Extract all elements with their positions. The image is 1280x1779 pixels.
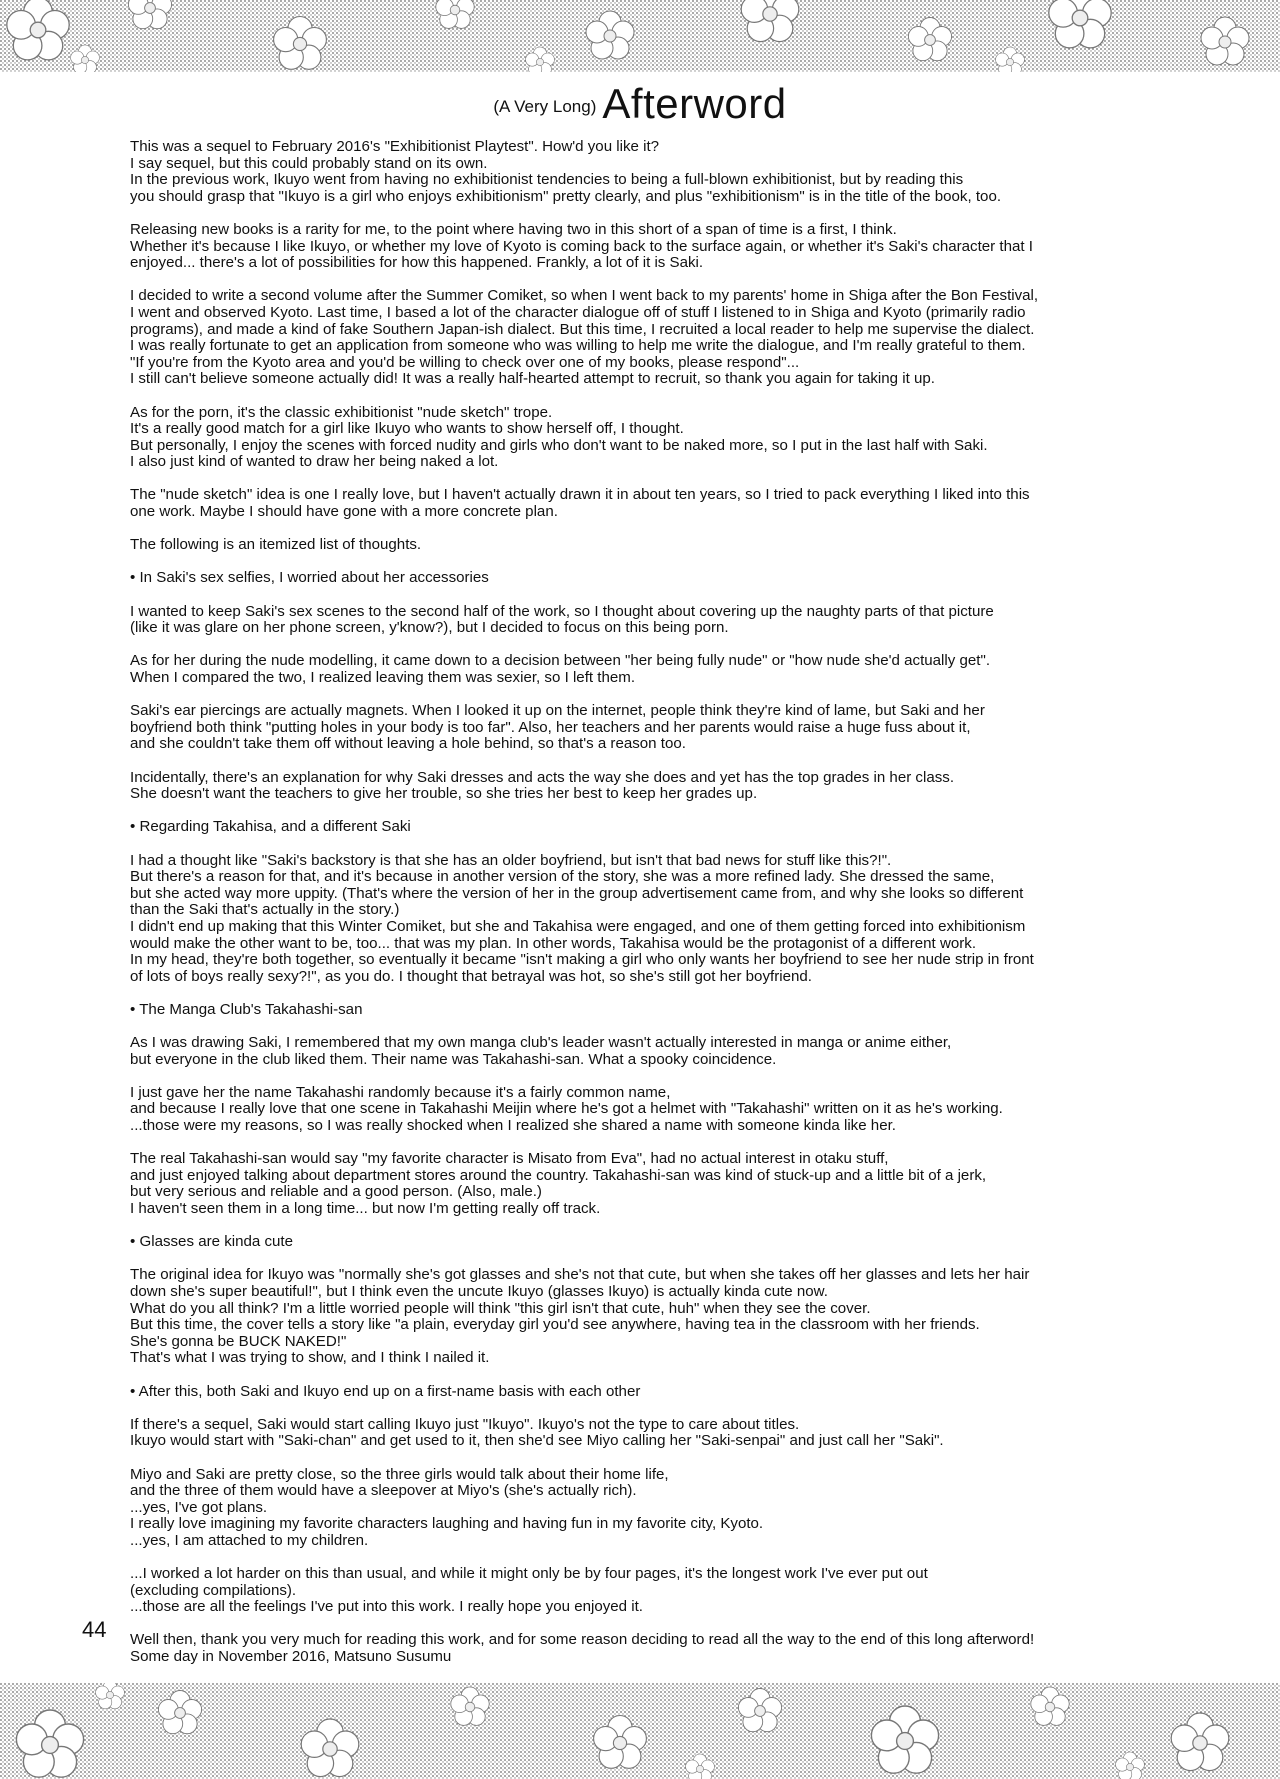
text-line: I was really fortunate to get an application from someone who was willing to help me write the dialogue, and I'm really grateful to them. bbox=[130, 337, 1026, 355]
text-line: She doesn't want the teachers to give her trouble, so she tries her best to keep her grades up. bbox=[130, 785, 758, 803]
text-line: I really love imagining my favorite characters laughing and having fun in my favorite city, Kyoto. bbox=[130, 1515, 764, 1533]
text-line: The following is an itemized list of thoughts. bbox=[130, 536, 422, 554]
text-line: (excluding compilations). bbox=[130, 1581, 297, 1599]
text-line: I didn't end up making that this Winter Comiket, but she and Takahisa were engaged, and one of them getting forced into exhibitionism bbox=[130, 917, 1026, 935]
text-line: • In Saki's sex selfies, I worried about her accessories bbox=[130, 569, 489, 587]
paragraph bbox=[130, 139, 1210, 205]
paragraph bbox=[130, 1234, 1210, 1251]
text-line: What do you all think? I'm a little worried people will think "this girl isn't that cute, huh" when they see the cover. bbox=[130, 1299, 871, 1317]
paragraph bbox=[130, 853, 1210, 986]
text-line: than the Saki that's actually in the story.) bbox=[130, 901, 400, 919]
text-line: In the previous work, Ikuyo went from having no exhibitionist tendencies to being a full-blown exhibitionist, but by reading this bbox=[130, 171, 964, 189]
text-line: and she couldn't take them off without leaving a hole behind, so that's a reason too. bbox=[130, 735, 686, 753]
text-line: I say sequel, but this could probably stand on its own. bbox=[130, 154, 488, 172]
text-line: The original idea for Ikuyo was "normally she's got glasses and she's not that cute, but when she takes off her glasses and lets her hair bbox=[130, 1266, 1030, 1284]
text-line: • Glasses are kinda cute bbox=[130, 1233, 294, 1251]
text-line: Incidentally, there's an explanation for why Saki dresses and acts the way she does and yet has the top grades in her class. bbox=[130, 768, 955, 786]
text-line: As I was drawing Saki, I remembered that my own manga club's leader wasn't actually interested in manga or anime either, bbox=[130, 1034, 952, 1052]
text-line: Ikuyo would start with "Saki-chan" and get used to it, then she'd see Miyo calling her "Saki-senpai" and just call her "Saki". bbox=[130, 1432, 944, 1450]
title-main: Afterword bbox=[602, 80, 787, 127]
paragraph bbox=[130, 604, 1210, 637]
text-line: ...those are all the feelings I've put into this work. I really hope you enjoyed it. bbox=[130, 1598, 644, 1616]
text-line: I haven't seen them in a long time... but now I'm getting really off track. bbox=[130, 1200, 601, 1217]
text-line: I also just kind of wanted to draw her being naked a lot. bbox=[130, 453, 499, 471]
floral-border-top bbox=[0, 0, 1280, 72]
paragraph bbox=[130, 770, 1210, 803]
paragraph bbox=[130, 1467, 1210, 1550]
text-line: but very serious and reliable and a good person. (Also, male.) bbox=[130, 1183, 542, 1201]
text-line: That's what I was trying to show, and I think I nailed it. bbox=[130, 1349, 490, 1367]
floral-border-bottom bbox=[0, 1683, 1280, 1779]
paragraph bbox=[130, 819, 1210, 836]
text-line: but everyone in the club liked them. Their name was Takahashi-san. What a spooky coincidence. bbox=[130, 1050, 777, 1068]
text-line: Some day in November 2016, Matsuno Susumu bbox=[130, 1648, 452, 1666]
text-line: I just gave her the name Takahashi randomly because it's a fairly common name, bbox=[130, 1083, 671, 1101]
text-line: I still can't believe someone actually did! It was a really half-hearted attempt to recruit, so thank you again for taking it up. bbox=[130, 370, 935, 388]
flower-pattern-icon bbox=[0, 0, 1280, 72]
paragraph bbox=[130, 537, 1210, 554]
text-line: But there's a reason for that, and it's because in another version of the story, she was a more refined lady. She dressed the same, bbox=[130, 868, 995, 886]
text-line: I decided to write a second volume after the Summer Comiket, so when I went back to my parents' home in Shiga after the Bon Festival, bbox=[130, 287, 1039, 305]
text-line: But this time, the cover tells a story like "a plain, everyday girl you'd see anywhere, having tea in the classroom with her friends. bbox=[130, 1316, 980, 1334]
text-line: Releasing new books is a rarity for me, to the point where having two in this short of a span of time is a first, I think. bbox=[130, 220, 897, 238]
paragraph bbox=[130, 1085, 1210, 1135]
text-line: It's a really good match for a girl like Ikuyo who wants to show herself off, I thought. bbox=[130, 420, 684, 438]
text-line: She's gonna be BUCK NAKED!" bbox=[130, 1332, 347, 1350]
text-line: and because I really love that one scene in Takahashi Meijin where he's got a helmet with "Takahashi" written on it as he's working. bbox=[130, 1100, 1003, 1118]
text-line: As for the porn, it's the classic exhibitionist "nude sketch" trope. bbox=[130, 403, 553, 421]
page-number: 44 bbox=[82, 1617, 107, 1642]
text-line: you should grasp that "Ikuyo is a girl who enjoys exhibitionism" pretty clearly, and plus "exhibitionism" is in the title of the book, too. bbox=[130, 187, 1002, 205]
text-line: I wanted to keep Saki's sex scenes to the second half of the work, so I thought about covering up the naughty parts of that picture bbox=[130, 602, 994, 620]
afterword-body bbox=[130, 139, 1210, 1682]
text-line: I had a thought like "Saki's backstory is that she has an older boyfriend, but isn't that bad news for stuff like this?!". bbox=[130, 851, 892, 869]
text-line: enjoyed... there's a lot of possibilities for how this happened. Frankly, a lot of it is Saki. bbox=[130, 254, 704, 272]
paragraph bbox=[130, 1035, 1210, 1068]
text-line: Saki's ear piercings are actually magnets. When I looked it up on the internet, people think they're kind of lame, but Saki and her bbox=[130, 702, 985, 720]
text-line: The "nude sketch" idea is one I really love, but I haven't actually drawn it in about ten years, so I tried to pack everything I liked into this bbox=[130, 486, 1030, 504]
paragraph bbox=[130, 1267, 1210, 1367]
text-line: one work. Maybe I should have gone with a more concrete plan. bbox=[130, 503, 558, 521]
text-line: and the three of them would have a sleepover at Miyo's (she's actually rich). bbox=[130, 1482, 637, 1500]
text-line: down she's super beautiful!", but I think even the uncute Ikuyo (glasses Ikuyo) is actually kinda cute now. bbox=[130, 1282, 828, 1300]
text-line: ...yes, I am attached to my children. bbox=[130, 1531, 369, 1549]
text-line: would make the other want to be, too... that was my plan. In other words, Takahisa would be the protagonist of a different work. bbox=[130, 934, 977, 952]
paragraph bbox=[130, 1566, 1210, 1616]
text-line: ...yes, I've got plans. bbox=[130, 1498, 268, 1516]
text-line: I went and observed Kyoto. Last time, I based a lot of the character dialogue off of stuff I listened to in Shiga and Kyoto (primarily radio bbox=[130, 303, 1026, 321]
paragraph bbox=[130, 1417, 1210, 1450]
text-line: • Regarding Takahisa, and a different Saki bbox=[130, 818, 411, 836]
flower-pattern-icon bbox=[0, 1683, 1280, 1779]
text-line: Miyo and Saki are pretty close, so the three girls would talk about their home life, bbox=[130, 1465, 669, 1483]
text-line: • After this, both Saki and Ikuyo end up on a first-name basis with each other bbox=[130, 1382, 641, 1400]
text-line: programs), and made a kind of fake Southern Japan-ish dialect. But this time, I recruited a local reader to help me supervise the dialect. bbox=[130, 320, 1035, 338]
paragraph bbox=[130, 1151, 1210, 1217]
paragraph bbox=[130, 570, 1210, 587]
text-line: and just enjoyed talking about department stores around the country. Takahashi-san was kind of stuck-up and a little bit of a jerk, bbox=[130, 1166, 987, 1184]
text-line: (like it was glare on her phone screen, y'know?), but I decided to focus on this being porn. bbox=[130, 619, 729, 637]
text-line: of lots of boys really sexy?!", as you do. I thought that betrayal was hot, so she's still got her boyfriend. bbox=[130, 967, 812, 985]
text-line: but she acted way more uppity. (That's where the version of her in the group advertisement came from, and why she looks so different bbox=[130, 884, 1024, 902]
paragraph bbox=[130, 1632, 1210, 1665]
text-line: "If you're from the Kyoto area and you'd be willing to check over one of my books, please respond"... bbox=[130, 353, 800, 371]
text-line: Well then, thank you very much for reading this work, and for some reason deciding to read all the way to the end of this long afterword! bbox=[130, 1631, 1035, 1649]
paragraph bbox=[130, 703, 1210, 753]
text-line: ...those were my reasons, so I was really shocked when I realized she shared a name with someone kinda like her. bbox=[130, 1117, 896, 1135]
text-line: In my head, they're both together, so eventually it became "isn't making a girl who only wants her boyfriend to see her nude strip in front bbox=[130, 951, 1034, 969]
paragraph bbox=[130, 653, 1210, 686]
paragraph bbox=[130, 288, 1210, 388]
text-line: boyfriend both think "putting holes in your body is too far". Also, her teachers and her parents would raise a huge fuss about it, bbox=[130, 718, 971, 736]
paragraph bbox=[130, 1002, 1210, 1019]
page-title bbox=[0, 80, 1280, 128]
text-line: If there's a sequel, Saki would start calling Ikuyo just "Ikuyo". Ikuyo's not the type to care about titles. bbox=[130, 1415, 800, 1433]
text-line: The real Takahashi-san would say "my favorite character is Misato from Eva", had no actual interest in otaku stuff, bbox=[130, 1150, 889, 1168]
text-line: • The Manga Club's Takahashi-san bbox=[130, 1000, 363, 1018]
paragraph bbox=[130, 487, 1210, 520]
paragraph bbox=[130, 405, 1210, 471]
paragraph bbox=[130, 222, 1210, 272]
text-line: As for her during the nude modelling, it came down to a decision between "her being fully nude" or "how nude she'd actually get". bbox=[130, 652, 991, 670]
text-line: ...I worked a lot harder on this than usual, and while it might only be by four pages, it's the longest work I've ever put out bbox=[130, 1565, 928, 1583]
text-line: But personally, I enjoy the scenes with forced nudity and girls who don't want to be naked more, so I put in the last half with Saki. bbox=[130, 436, 988, 454]
text-line: Whether it's because I like Ikuyo, or whether my love of Kyoto is coming back to the surface again, or whether it's Saki's character that I bbox=[130, 237, 1033, 255]
paragraph bbox=[130, 1384, 1210, 1401]
title-prefix: (A Very Long) bbox=[493, 97, 597, 116]
text-line: When I compared the two, I realized leaving them was sexier, so I left them. bbox=[130, 669, 636, 686]
text-line: This was a sequel to February 2016's "Exhibitionist Playtest". How'd you like it? bbox=[130, 138, 660, 155]
